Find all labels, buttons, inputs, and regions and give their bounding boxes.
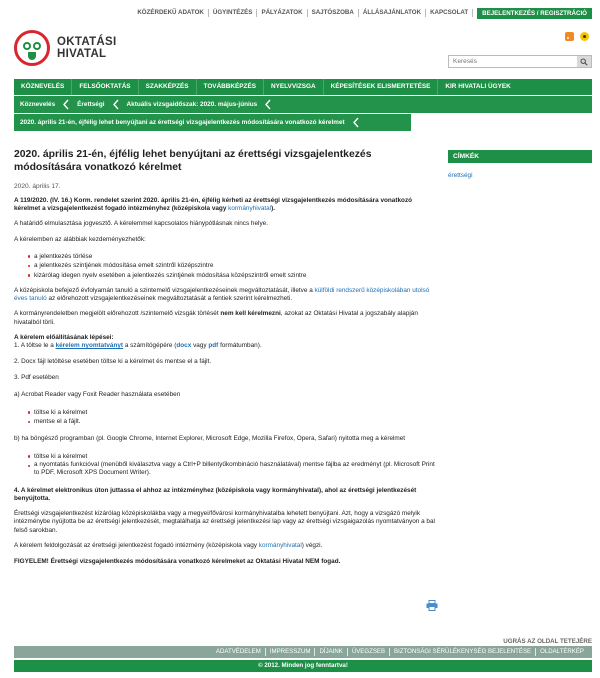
cancel-bold: nem kell kérelmezni: [220, 310, 281, 318]
search-icon: [580, 58, 588, 66]
intro-bold: A 119/2020. (IV. 16.) Korm. rendelet szerint 2020. április 21-én, éjfélig kérheti az érettségi vizsgajelentkezés módosítására vonatkozó kérelmet a vizsgajelentkezést fogadó intézményhez (középiskola vagy: [14, 197, 413, 213]
footer-navigation: [14, 646, 592, 658]
tags-heading: CÍMKÉK: [448, 150, 592, 163]
link-kormanyhivatal[interactable]: kormányhivatal: [228, 205, 272, 213]
processing-text-a: A kérelem feldolgozását az érettségi jelentkezést fogadó intézmény (középiskola vagy: [14, 541, 259, 549]
nav-felsooktatas[interactable]: FELSŐOKTATÁS: [72, 79, 138, 95]
step-3a: a) Acrobat Reader vagy Foxit Reader használata esetében: [14, 390, 181, 398]
breadcrumb-vizsgaidoszak[interactable]: Aktuális vizsgaidőszak: 2020. május-június: [126, 101, 258, 108]
nav-tovabbkepzes[interactable]: TOVÁBBKÉPZÉS: [197, 79, 264, 95]
publish-date: 2020. április 17.: [14, 183, 61, 190]
logo-line-1: OKTATÁSI: [57, 36, 117, 48]
cancel-text-a: A kormányrendeletben megjelölt előrehozott /szintemelő vizsgák törlését: [14, 310, 221, 318]
chevron-left-icon: [111, 96, 121, 113]
step1-text-a: 1. A töltse le a: [14, 342, 56, 350]
toplink-palyazatok[interactable]: PÁLYÁZATOK: [257, 9, 307, 17]
toplink-sajtoszoba[interactable]: SAJTÓSZOBA: [308, 9, 359, 17]
footer-link-impresszum[interactable]: IMPRESSZUM: [266, 648, 316, 656]
step-4: [14, 487, 437, 503]
nav-nyelvvizsga[interactable]: NYELVVIZSGA: [264, 79, 324, 95]
owl-logo-icon: [14, 30, 50, 66]
step3b-list: [14, 452, 437, 478]
utility-icons: [565, 32, 589, 41]
site-logo[interactable]: [14, 30, 116, 66]
chevron-left-icon: [61, 96, 71, 113]
nav-kepesitesek[interactable]: KÉPESÍTÉSEK ELISMERTETÉSE: [324, 79, 439, 95]
breadcrumb-current: 2020. április 21-én, éjfélig lehet benyújtani az érettségi vizsgajelentkezés módosítására vonatkozó kérelmet: [20, 119, 345, 126]
breadcrumb-erettsegi[interactable]: Érettségi: [77, 101, 105, 108]
paragraph-institution: Érettségi vizsgajelentkezést kizárólag középiskolákba vagy a megyei/fővárosi kormányhivatalba lehetett benyújtani. Azt, hogy a vizsgázó melyik intézménybe nyújtotta be az érettségi jelentkezését, megtalálhatja az érettségi jelentkezési lap vagy az érettségi vizsgaigazolás nyomtatványon a bal felső sarokban.: [14, 510, 435, 534]
logo-line-2: HIVATAL: [57, 48, 107, 60]
breadcrumb-current-row: [14, 114, 411, 131]
options-list: [14, 252, 437, 280]
page-title: 2020. április 21-én, éjfélig lehet benyújtani az érettségi vizsgajelentkezés módosítására vonatkozó kérelmet: [14, 149, 372, 173]
accessibility-icon[interactable]: [580, 32, 589, 41]
step3a-list: [14, 408, 437, 427]
steps-heading: A kérelem előállításának lépései:: [14, 333, 114, 341]
list-item: a nyomtatás funkcióval (menüből kiválasztva vagy a Ctrl+P billentyűkombináció használatával) mentse fájlba az eredményt (pl. Microsoft Print to PDF, Microsoft XPS Document Writer).: [28, 461, 437, 477]
link-pdf[interactable]: pdf: [208, 342, 219, 350]
step1-text-d: formátumban).: [218, 342, 262, 350]
list-item: töltse ki a kérelmet: [28, 452, 437, 461]
paragraph-cancel: [14, 310, 437, 326]
toplink-ugyintezes[interactable]: ÜGYINTÉZÉS: [209, 9, 258, 17]
breadcrumb: [14, 96, 592, 113]
list-item: a jelentkezés szintjének módosítása emelt szintről középszintre: [28, 261, 437, 270]
copyright: © 2012. Minden jog fenntartva!: [14, 660, 592, 672]
step-3b: b) ha böngésző programban (pl. Google Chrome, Internet Explorer, Microsoft Edge, Mozilla Firefox, Opera, Safari) nyitotta meg a kérelmet: [14, 434, 406, 442]
link-kormanyhivatal-2[interactable]: kormányhivatal: [258, 541, 302, 549]
paragraph-options: A kérelemben az alábbiak kezdeményezhetők:: [14, 235, 146, 243]
top-links-bar: [133, 7, 592, 19]
nav-koznevelés[interactable]: KÖZNEVELÉS: [14, 79, 72, 95]
link-kerelem-nyomtatvany[interactable]: kérelem nyomtatványt: [55, 342, 124, 350]
footer-link-uvegzseb[interactable]: ÜVEGZSEB: [348, 648, 390, 656]
search-button[interactable]: [577, 56, 591, 67]
chevron-left-icon: [263, 96, 273, 113]
toplink-kozerdeku[interactable]: KÖZÉRDEKŰ ADATOK: [133, 9, 209, 17]
intro-end: ).: [271, 205, 276, 213]
toplink-kapcsolat[interactable]: KAPCSOLAT: [426, 9, 473, 17]
search-box: [448, 55, 592, 68]
foreign-text-a: A középiskola befejező évfolyamán tanuló a szintemelő vizsgajelentkezéseinek megváltoztatását, illetve a: [14, 287, 315, 295]
footer-link-biztonsagi[interactable]: BIZTONSÁGI SÉRÜLÉKENYSÉG BEJELENTÉSE: [390, 648, 536, 656]
warning: [14, 558, 437, 566]
link-docx[interactable]: docx: [176, 342, 192, 350]
main-navigation: [14, 79, 592, 95]
step1-text-c: vagy: [191, 342, 209, 350]
list-item: mentse el a fájlt.: [28, 417, 437, 426]
chevron-left-icon: [351, 114, 361, 131]
paragraph-deadline: A határidő elmulasztása jogvesztő. A kérelemmel kapcsolatos hiánypótlásnak nincs helye.: [14, 220, 268, 228]
nav-szakkepzes[interactable]: SZAKKÉPZÉS: [139, 79, 197, 95]
footer-link-oldalterkep[interactable]: OLDALTÉRKÉP: [540, 648, 584, 655]
register-login-button[interactable]: BEJELENTKEZÉS / REGISZTRÁCIÓ: [477, 8, 592, 19]
warning-text: FIGYELEM! Érettségi vizsgajelentkezés módosítására vonatkozó kérelmeket az Oktatási Hivatal NEM fogad.: [14, 557, 341, 565]
footer-link-adatvedelem[interactable]: ADATVÉDELEM: [212, 648, 266, 656]
footer-link-dijaink[interactable]: DÍJAINK: [315, 648, 347, 656]
sidebar-tags: [448, 150, 592, 179]
list-item: a jelentkezés törlése: [28, 252, 437, 261]
tag-erettsegi[interactable]: érettségi: [448, 172, 473, 179]
processing-text-b: ) végzi.: [301, 541, 323, 549]
step-2: 2. Docx fájl letöltése esetében töltse ki a kérelmet és mentse el a fájlt.: [14, 358, 212, 366]
steps-block: [14, 334, 437, 350]
print-icon[interactable]: [426, 600, 438, 611]
search-input[interactable]: [449, 58, 577, 65]
list-item: töltse ki a kérelmet: [28, 408, 437, 417]
rss-icon[interactable]: [565, 32, 574, 41]
step1-text-b: a számítógépére (: [123, 342, 177, 350]
list-item: kizárólag idegen nyelv esetében a jelentkezés szintjének módosítása középszintről emelt szintre: [28, 271, 437, 280]
step-4-bold: 4. A kérelmet elektronikus úton juttassa el ahhoz az intézményhez (középiskola vagy kormányhivatal), ahol az érettségi jelentkezését benyújtotta.: [14, 486, 417, 502]
logo-text: [57, 36, 116, 60]
nav-kir-hivatali[interactable]: KIR HIVATALI ÜGYEK: [445, 83, 511, 90]
cancel-text-b: , azokat az Oktatási Hivatal a jogszabály alapján hivatalból törli.: [14, 310, 418, 326]
breadcrumb-koznevelés[interactable]: Köznevelés: [20, 101, 56, 108]
back-to-top-link[interactable]: UGRÁS AZ OLDAL TETEJÉRE: [503, 638, 592, 645]
article: [14, 148, 437, 566]
step-3: 3. Pdf esetében: [14, 374, 59, 382]
link-kulfoldi-rendszeru[interactable]: külföldi rendszerű középiskolában utolsó éves tanuló: [14, 287, 430, 303]
paragraph-intro: [14, 197, 437, 213]
toplink-allasajanlatok[interactable]: ÁLLÁSAJÁNLATOK: [359, 9, 426, 17]
paragraph-foreign: [14, 287, 437, 303]
foreign-text-b: az előrehozott vizsgajelentkezéseinek megváltoztatását a fentiek szerint kérelmezheti.: [46, 295, 293, 303]
paragraph-processing: [14, 542, 437, 550]
